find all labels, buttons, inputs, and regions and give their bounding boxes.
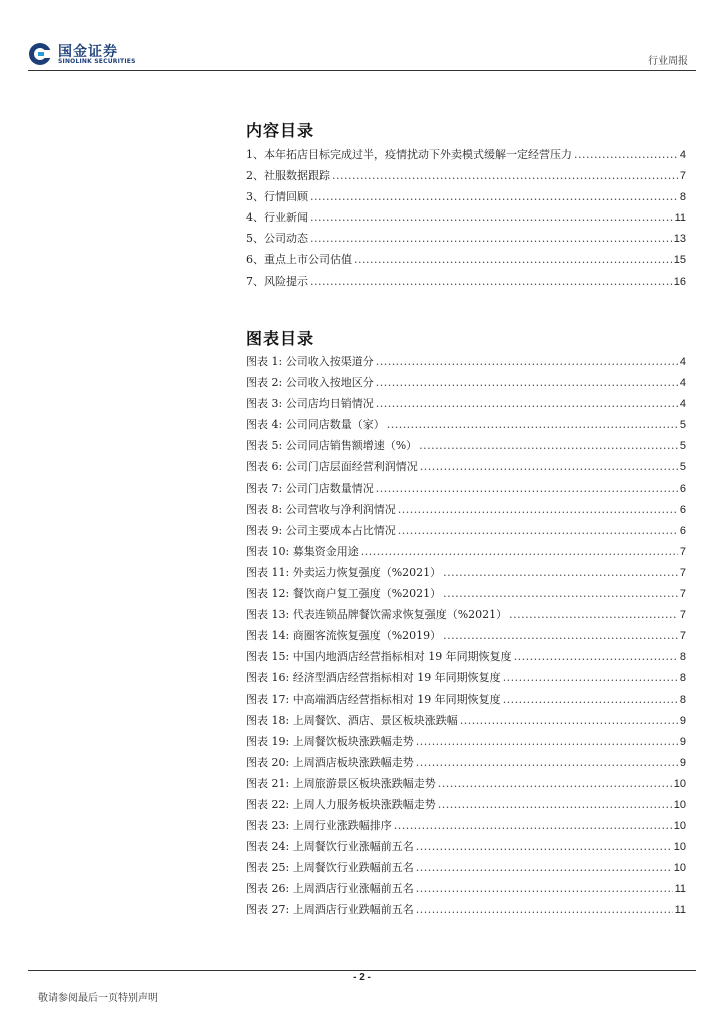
dot-leader [443,587,678,600]
figure-entry-label: 图表 17: 中高端酒店经营指标相对 19 年同期恢复度 [246,692,501,706]
figure-entry-label: 图表 25: 上周餐饮行业跌幅前五名 [246,861,414,875]
figure-entry[interactable] [246,374,686,395]
dot-leader [332,169,678,182]
figure-entry[interactable] [246,585,686,606]
report-type: 行业周报 [648,56,688,67]
figure-entry-label: 图表 27: 上周酒店行业跌幅前五名 [246,903,414,917]
figure-entry-page: 10 [673,820,686,833]
figure-entry-label: 图表 12: 餐饮商户复工强度（%2021） [246,587,442,601]
figures-list [246,353,686,923]
dot-leader [416,735,678,748]
figure-entry-label: 图表 16: 经济型酒店经营指标相对 19 年同期恢复度 [246,671,501,685]
figure-entry-label: 图表 13: 代表连锁品牌餐饮需求恢复强度（%2021） [246,608,508,622]
figure-entry[interactable] [246,395,686,416]
figure-entry-page: 7 [679,566,686,579]
figure-entry[interactable] [246,754,686,775]
dot-leader [310,275,672,288]
figure-entry-page: 9 [679,714,686,727]
figures-title: 图表目录 [246,329,315,348]
figure-entry[interactable] [246,733,686,754]
figure-entry[interactable] [246,880,686,901]
figure-entry[interactable] [246,712,686,733]
contents-entry-page: 13 [673,233,686,246]
contents-list [246,146,686,294]
contents-title: 内容目录 [246,121,315,140]
dot-leader [310,232,672,245]
contents-entry-label: 7、风险提示 [246,274,308,288]
figure-entry-label: 图表 7: 公司门店数量情况 [246,481,374,495]
contents-entry[interactable] [246,188,686,209]
dot-leader [514,650,678,663]
figure-entry-label: 图表 15: 中国内地酒店经营指标相对 19 年同期恢复度 [246,650,512,664]
figure-entry-label: 图表 9: 公司主要成本占比情况 [246,523,396,537]
contents-entry-page: 15 [673,254,686,267]
figure-entry-label: 图表 10: 募集资金用途 [246,544,359,558]
company-logo [28,41,138,67]
contents-entry[interactable] [246,146,686,167]
figure-entry-page: 5 [679,461,686,474]
figure-entry[interactable] [246,669,686,690]
figure-entry-page: 4 [679,377,686,390]
figure-entry-label: 图表 1: 公司收入按渠道分 [246,355,374,368]
figure-entry[interactable] [246,627,686,648]
figure-entry[interactable] [246,648,686,669]
contents-entry-label: 3、行情回顾 [246,190,308,204]
contents-entry-label: 4、行业新闻 [246,211,308,225]
figure-entry-label: 图表 18: 上周餐饮、酒店、景区板块涨跌幅 [246,713,458,727]
figure-entry[interactable] [246,817,686,838]
figure-entry-page: 7 [679,545,686,558]
figure-entry-page: 7 [679,630,686,643]
dot-leader [376,397,678,410]
figure-entry-page: 10 [673,777,686,790]
figure-entry[interactable] [246,859,686,880]
disclaimer: 敬请参阅最后一页特别声明 [38,993,158,1004]
logo-mark-icon [28,42,52,66]
dot-leader [416,903,673,916]
figure-entry-label: 图表 5: 公司同店销售额增速（%） [246,439,418,453]
figure-entry-label: 图表 6: 公司门店层面经营利润情况 [246,460,418,474]
figure-entry-page: 9 [679,735,686,748]
figure-entry-label: 图表 19: 上周餐饮板块涨跌幅走势 [246,734,414,748]
figure-entry-label: 图表 14: 商圈客流恢复强度（%2019） [246,629,442,643]
figure-entry[interactable] [246,691,686,712]
figure-entry-page: 10 [673,841,686,854]
header-divider [28,70,696,71]
dot-leader [376,355,678,368]
figure-entry-label: 图表 21: 上周旅游景区板块涨跌幅走势 [246,776,436,790]
figure-entry[interactable] [246,775,686,796]
figure-entry[interactable] [246,543,686,564]
dot-leader [416,840,672,853]
dot-leader [574,148,678,161]
dot-leader [361,545,678,558]
figure-entry[interactable] [246,501,686,522]
dot-leader [509,608,678,621]
page-header [0,0,724,72]
figure-entry-page: 6 [679,482,686,495]
figure-entry-label: 图表 26: 上周酒店行业涨幅前五名 [246,882,414,896]
figure-entry-page: 6 [679,524,686,537]
contents-entry-page: 16 [673,275,686,288]
dot-leader [310,211,673,224]
figure-entry-label: 图表 24: 上周餐饮行业涨幅前五名 [246,840,414,854]
figure-entry[interactable] [246,458,686,479]
figure-entry-page: 11 [674,904,686,917]
figure-entry-page: 8 [679,693,686,706]
dot-leader [398,503,678,516]
dot-leader [438,777,672,790]
dot-leader [443,566,678,579]
dot-leader [416,882,673,895]
figure-entry[interactable] [246,606,686,627]
dot-leader [416,861,672,874]
contents-entry[interactable] [246,230,686,251]
dot-leader [387,418,678,431]
contents-entry[interactable] [246,273,686,294]
dot-leader [376,482,678,495]
contents-entry-label: 1、本年拓店目标完成过半，疫情扰动下外卖模式缓解一定经营压力 [246,148,572,161]
dot-leader [354,253,672,266]
figure-entry[interactable] [246,796,686,817]
dot-leader [398,524,678,537]
figure-entry[interactable] [246,901,686,922]
contents-entry[interactable] [246,167,686,188]
figure-entry-page: 4 [679,356,686,368]
figure-entry-page: 7 [679,609,686,622]
page-number: - 2 - [353,972,371,983]
figure-entry[interactable] [246,437,686,458]
figure-entry-page: 5 [679,440,686,453]
figure-entry-page: 11 [674,883,686,896]
contents-entry-label: 2、社服数据跟踪 [246,169,330,183]
figure-entry-label: 图表 22: 上周人力服务板块涨跌幅走势 [246,797,436,811]
figure-entry-page: 9 [679,756,686,769]
dot-leader [416,756,678,769]
figure-entry-label: 图表 2: 公司收入按地区分 [246,376,374,390]
figure-entry-label: 图表 8: 公司营收与净利润情况 [246,502,396,516]
dot-leader [503,693,678,706]
figure-entry[interactable] [246,522,686,543]
figure-entry-page: 5 [679,419,686,432]
figure-entry-page: 4 [679,398,686,411]
figure-entry[interactable] [246,480,686,501]
dot-leader [438,798,672,811]
figure-entry-label: 图表 3: 公司店均日销情况 [246,397,374,411]
contents-entry[interactable] [246,209,686,230]
dot-leader [420,460,678,473]
contents-entry-page: 4 [679,149,686,161]
figure-entry-page: 10 [673,798,686,811]
contents-entry-page: 11 [674,212,686,225]
contents-entry-page: 7 [679,170,686,183]
dot-leader [419,439,678,452]
footer-divider [28,970,696,971]
figure-entry[interactable] [246,416,686,437]
dot-leader [503,671,678,684]
dot-leader [310,190,678,203]
figure-entry[interactable] [246,838,686,859]
contents-entry[interactable] [246,251,686,272]
figure-entry-page: 10 [673,862,686,875]
logo-chinese-name: 国金证券 [58,44,118,60]
logo-english-name: SINOLINK SECURITIES [58,58,136,65]
dot-leader [443,629,678,642]
figure-entry-page: 8 [679,672,686,685]
contents-entry-page: 8 [679,191,686,204]
figure-entry-page: 6 [679,503,686,516]
dot-leader [460,714,678,727]
figure-entry[interactable] [246,564,686,585]
figure-entry-label: 图表 20: 上周酒店板块涨跌幅走势 [246,755,414,769]
figure-entry-label: 图表 23: 上周行业涨跌幅排序 [246,819,392,833]
figure-entry-label: 图表 11: 外卖运力恢复强度（%2021） [246,565,442,579]
figure-entry-label: 图表 4: 公司同店数量（家） [246,418,385,432]
dot-leader [394,819,672,832]
contents-entry-label: 5、公司动态 [246,232,308,246]
figure-entry-page: 7 [679,588,686,601]
dot-leader [376,376,678,389]
contents-entry-label: 6、重点上市公司估值 [246,253,352,267]
figure-entry-page: 8 [679,651,686,664]
figure-entry[interactable] [246,353,686,374]
